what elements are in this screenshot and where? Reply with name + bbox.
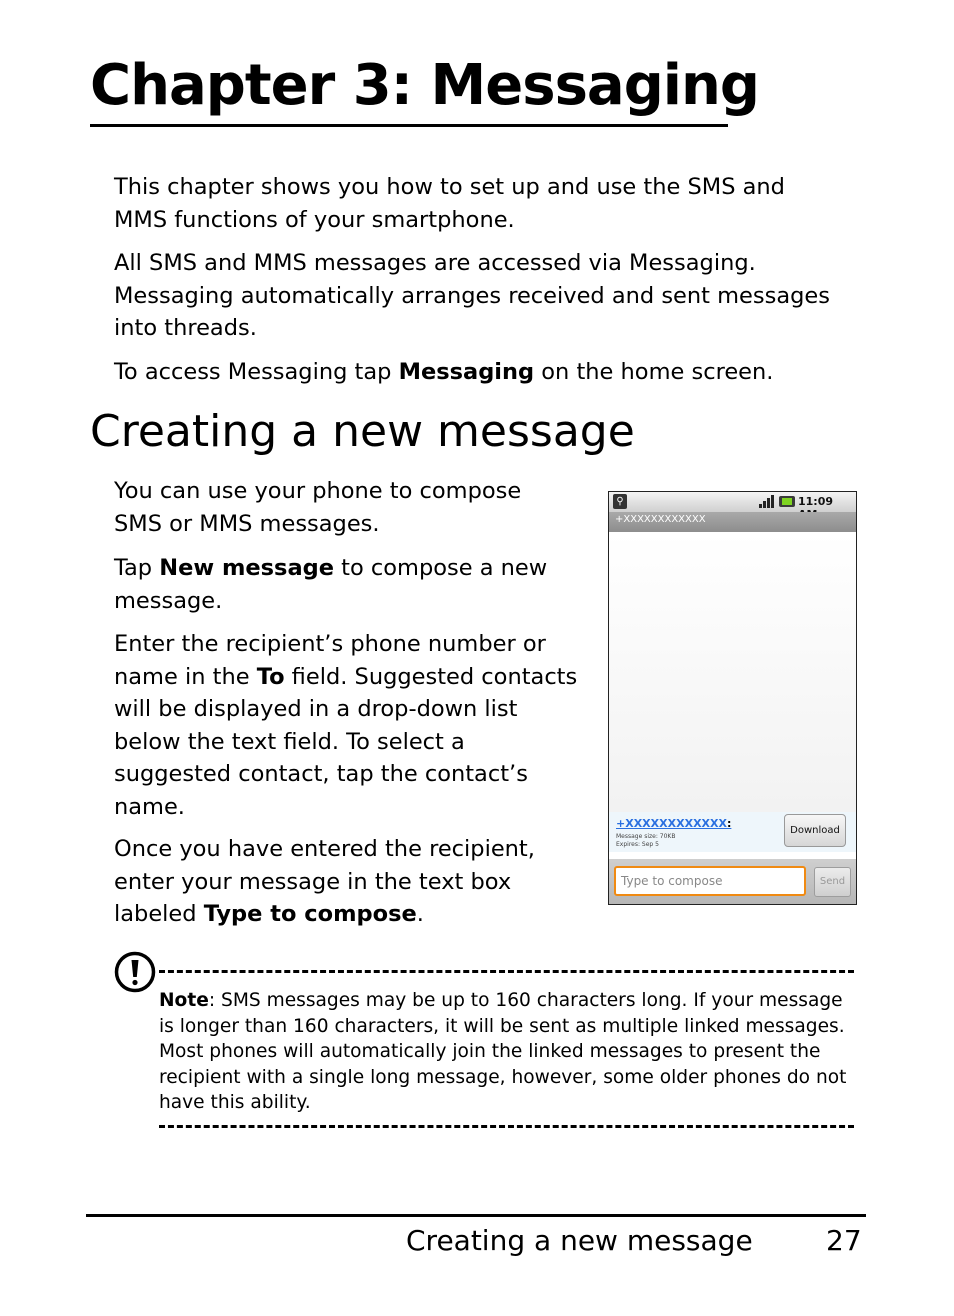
send-button[interactable]: Send [814, 867, 851, 897]
chapter-title: Chapter 3: Messaging [90, 53, 759, 118]
status-time: 11:09 [798, 495, 834, 508]
note-top-divider [159, 970, 854, 973]
intro-paragraph-3 [114, 356, 854, 389]
section-paragraph-1: You can use your phone to compose SMS or MMS messages. [114, 478, 522, 537]
chapter-title-rule [90, 124, 728, 127]
section-p3-text-b: field. Suggested contacts will be displayed in a drop-down list below the text field. To select a suggested contact, tap the contact’s name. [114, 663, 578, 820]
intro-paragraph-2: All SMS and MMS messages are accessed via Messaging. Messaging automatically arranges received and sent messages into threads. [114, 250, 830, 341]
mms-expires: Expires: Sep 5 [616, 841, 659, 848]
mms-sender[interactable] [616, 817, 731, 830]
intro-p3-text-a: To access Messaging tap [114, 359, 399, 385]
intro-p3-text-b: on the home screen. [534, 359, 774, 385]
note-body: : SMS messages may be up to 160 characters long. If your message is longer than 160 characters, it will be sent as multiple linked messages. Most phones will automatically join the linked messages to present the recipient with a single long message, however, some older phones do not have this ability. [159, 990, 847, 1114]
exclamation-circle-icon [114, 951, 156, 993]
section-paragraph-4 [114, 833, 584, 931]
section-paragraph-3 [114, 628, 584, 823]
section-p3-text-a: Enter the recipient’s phone number or name in the [114, 631, 546, 690]
intro-paragraph-1: This chapter shows you how to set up and use the SMS and MMS functions of your smartphone. [114, 174, 785, 233]
compose-input[interactable]: Type to compose [614, 866, 806, 896]
mms-size: Message size: 70KB [616, 833, 676, 840]
compose-bar [609, 859, 856, 905]
status-bar [609, 492, 856, 512]
section-p4-text-a: Once you have entered the recipient, enter your message in the text box labeled [114, 836, 535, 927]
thread-area [609, 532, 856, 812]
to-field-label: To [256, 663, 285, 690]
recipient-bar[interactable]: +XXXXXXXXXXXX [609, 512, 856, 532]
section-title: Creating a new message [90, 406, 635, 457]
messaging-app-name: Messaging [398, 359, 535, 385]
page-number: 27 [826, 1224, 862, 1257]
mms-message-row[interactable] [609, 812, 856, 852]
note-label: Note [159, 990, 209, 1011]
new-message-label: New message [159, 555, 334, 581]
usb-icon: ⚲ [613, 494, 627, 509]
mms-meta [616, 833, 675, 849]
mms-sender-colon: : [727, 817, 732, 830]
section-p2-text-a: Tap [114, 555, 160, 581]
section-paragraph-2 [114, 552, 584, 617]
note-text [159, 988, 849, 1116]
download-button[interactable]: Download [784, 814, 846, 847]
battery-icon [779, 496, 795, 507]
signal-icon [759, 495, 775, 508]
footer-section-title: Creating a new message [406, 1224, 753, 1257]
section-p2-text-b: to compose a new message. [114, 555, 548, 614]
footer-rule [86, 1214, 866, 1217]
mms-sender-number[interactable]: +XXXXXXXXXXXX [616, 817, 727, 830]
type-to-compose-label: Type to compose [203, 901, 417, 927]
section-p4-text-b: . [416, 901, 424, 927]
note-bottom-divider [159, 1125, 854, 1128]
phone-screenshot [608, 491, 857, 905]
